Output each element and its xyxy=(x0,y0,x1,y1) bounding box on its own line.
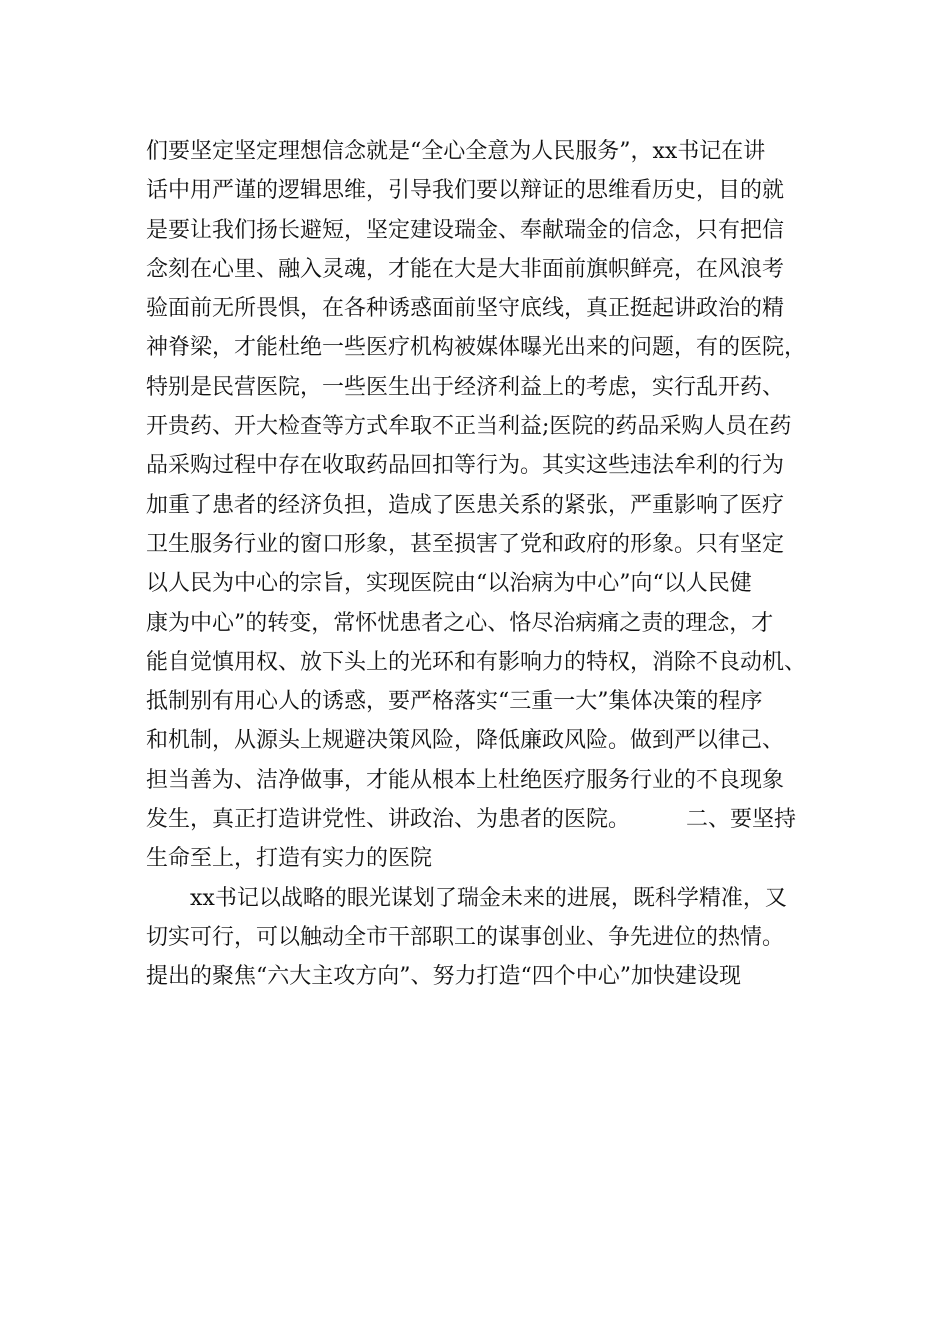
text-line: 卫生服务行业的窗口形象，甚至损害了党和政府的形象。只有坚定 xyxy=(146,531,785,557)
text-line: 念刻在心里、融入灵魂，才能在大是大非面前旗帜鲜亮，在风浪考 xyxy=(146,256,785,282)
text-line: 神脊梁，才能杜绝一些医疗机构被媒体曝光出来的问题，有的医院， xyxy=(146,335,807,361)
text-line: 品采购过程中存在收取药品回扣等行为。其实这些违法牟利的行为 xyxy=(146,453,785,479)
section-heading-line: 生命至上，打造有实力的医院 xyxy=(146,846,433,872)
text-line: 特别是民营医院，一些医生出于经济利益上的考虑，实行乱开药、 xyxy=(146,374,785,400)
text-line: 抵制别有用心人的诱惑，要严格落实“三重一大”集体决策的程序 xyxy=(146,689,763,715)
text-line: 提出的聚焦“六大主攻方向”、努力打造“四个中心”加快建设现 xyxy=(146,964,741,990)
text-line: 是要让我们扬长避短，坚定建设瑞金、奉献瑞金的信念，只有把信 xyxy=(146,217,785,243)
text-line: 加重了患者的经济负担，造成了医患关系的紧张，严重影响了医疗 xyxy=(146,492,785,518)
body-text xyxy=(146,132,846,997)
paragraph-first-line: xx书记以战略的眼光谋划了瑞金未来的进展，既科学精准，又 xyxy=(190,885,787,911)
text-line: 验面前无所畏惧，在各种诱惑面前坚守底线，真正挺起讲政治的精 xyxy=(146,296,785,322)
text-line: 切实可行，可以触动全市干部职工的谋事创业、争先进位的热情。 xyxy=(146,924,785,950)
text-line: 发生，真正打造讲党性、讲政治、为患者的医院。 二、要坚持 xyxy=(146,807,796,833)
text-line: 开贵药、开大检查等方式牟取不正当利益;医院的药品采购人员在药 xyxy=(146,414,792,440)
text-line: 话中用严谨的逻辑思维，引导我们要以辩证的思维看历史，目的就 xyxy=(146,178,785,204)
text-line: 和机制，从源头上规避决策风险，降低廉政风险。做到严以律己、 xyxy=(146,728,785,754)
text-line: 们要坚定坚定理想信念就是“全心全意为人民服务”，xx书记在讲 xyxy=(146,139,766,164)
text-line: 能自觉慎用权、放下头上的光环和有影响力的特权，消除不良动机、 xyxy=(146,649,807,675)
text-line: 以人民为中心的宗旨，实现医院由“以治病为中心”向“以人民健 xyxy=(146,571,752,597)
text-line: 康为中心”的转变，常怀忧患者之心、恪尽治病痛之责的理念，才 xyxy=(146,610,774,636)
text-line: 担当善为、洁净做事，才能从根本上杜绝医疗服务行业的不良现象 xyxy=(146,767,785,793)
